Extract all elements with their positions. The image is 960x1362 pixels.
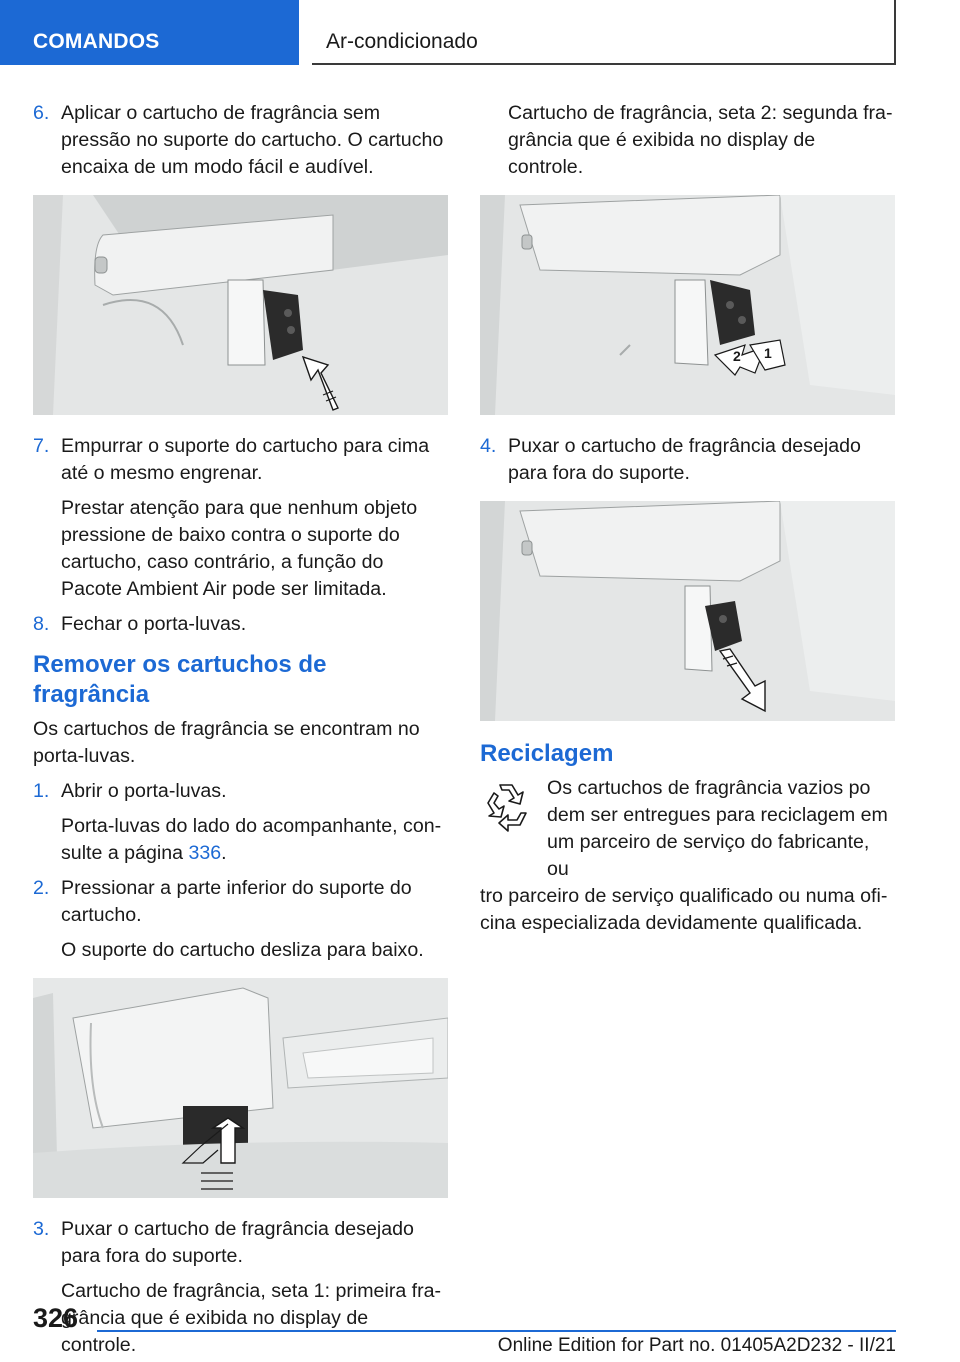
- note-period: .: [221, 842, 227, 864]
- step-7: [33, 433, 448, 603]
- step-number: 4.: [480, 435, 497, 457]
- remove-step-4: [480, 433, 895, 487]
- footer-edition: Online Edition for Part no. 01405A2D232 - II/21: [497, 1335, 896, 1356]
- footer-divider: [97, 1330, 896, 1332]
- recycle-icon: [480, 779, 532, 833]
- note-text: Porta-luvas do lado do acompanhante, consulte a página: [61, 815, 442, 864]
- step-6: [33, 100, 448, 181]
- section-intro: Os cartuchos de fragrância se encontram no porta-luvas.: [33, 718, 420, 767]
- section-title-remove: Remover os cartuchos de fragrância: [33, 651, 327, 708]
- arrow-label-1: 1: [764, 345, 772, 361]
- step-text: Puxar o cartucho de fragrância desejado para fora do suporte.: [508, 435, 861, 484]
- step-text: Aplicar o cartucho de fragrância sem pressão no suporte do cartucho. O cartucho encaixa de um modo fácil e audível.: [61, 102, 444, 178]
- step-number: 2.: [33, 877, 50, 899]
- section-title-recycling: Reciclagem: [480, 740, 614, 767]
- recycling-block: [480, 775, 895, 937]
- recycling-text: [480, 775, 895, 937]
- header-section-tab: [0, 0, 299, 65]
- step-note: O suporte do cartucho desliza para baixo.: [61, 939, 424, 961]
- right-column: [480, 100, 895, 937]
- step-3-continued-note: Cartucho de fragrância, seta 2: segunda fragrância que é exibida no display de controle.: [508, 102, 893, 178]
- step-note: [61, 813, 448, 867]
- step-text: Abrir o porta-luvas.: [61, 780, 227, 802]
- header-section-label: COMANDOS: [33, 30, 160, 53]
- recycling-line-1: Os cartuchos de fragrância vazios po: [547, 777, 871, 799]
- header-chapter-box: [312, 0, 896, 65]
- step-note: Cartucho de fragrância, seta 1: primeira fragrância que é exibida no display de controle.: [61, 1280, 442, 1356]
- left-column: [33, 100, 448, 1362]
- recycling-rest: tro parceiro de serviço qualificado ou numa oficina especializada devidamente qualificada.: [480, 885, 888, 934]
- page-reference-link[interactable]: 336: [188, 842, 222, 864]
- step-note: Prestar atenção para que nenhum objeto pressione de baixo contra o suporte do cartucho, caso contrário, a função do Pacote Ambient Air pode ser limitada.: [61, 497, 418, 600]
- figure-press-holder: [33, 978, 448, 1198]
- step-number: 6.: [33, 102, 50, 124]
- step-8: [33, 611, 448, 638]
- step-text: Puxar o cartucho de fragrância desejado para fora do suporte.: [61, 1218, 414, 1267]
- recycling-line-2: dem ser entregues para reciclagem em: [547, 804, 888, 826]
- arrow-label-2: 2: [733, 348, 741, 364]
- step-number: 7.: [33, 435, 50, 457]
- figure-pull-cartridge: [480, 501, 895, 721]
- step-text: Pressionar a parte inferior do suporte do cartucho.: [61, 877, 412, 926]
- figure-cartridge-arrows: [480, 195, 895, 415]
- step-number: 8.: [33, 613, 50, 635]
- page-number: 326: [33, 1303, 79, 1333]
- step-text: Fechar o porta-luvas.: [61, 613, 247, 635]
- remove-step-2: [33, 875, 448, 964]
- figure-insert-cartridge: [33, 195, 448, 415]
- step-text: Empurrar o suporte do cartucho para cima até o mesmo engrenar.: [61, 435, 430, 484]
- step-number: 3.: [33, 1218, 50, 1240]
- step-number: 1.: [33, 780, 50, 802]
- header-chapter-label: Ar-condicionado: [326, 30, 478, 53]
- recycling-line-3: um parceiro de serviço do fabricante, ou: [547, 831, 870, 880]
- remove-step-1: [33, 778, 448, 867]
